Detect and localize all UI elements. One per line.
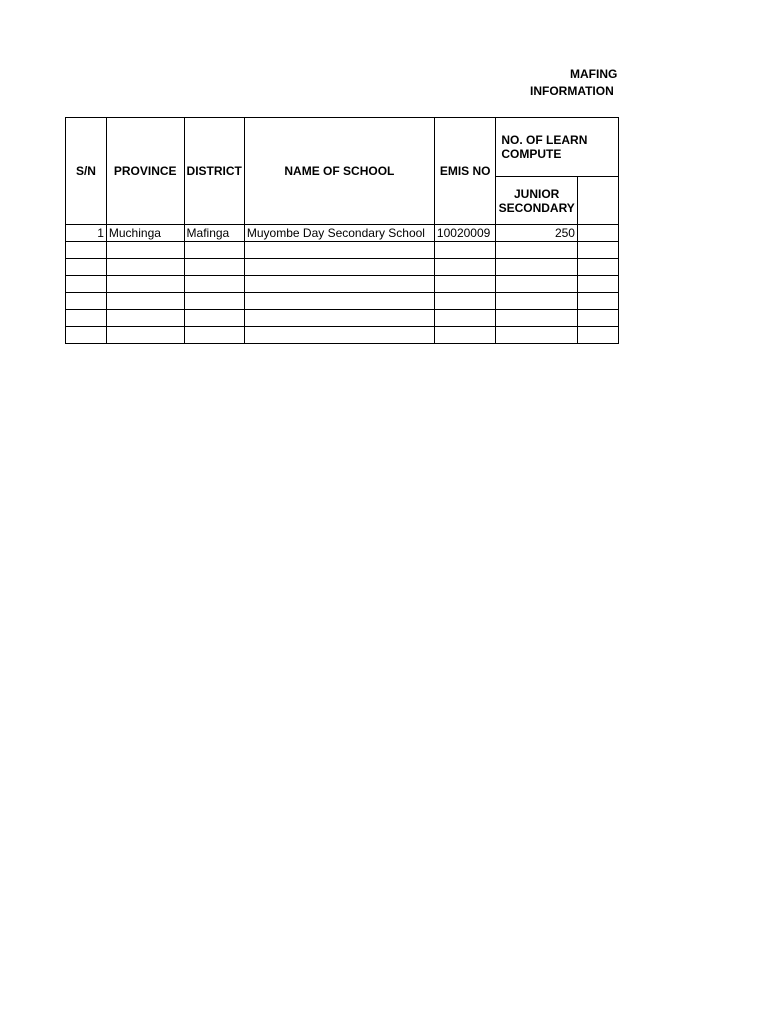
table-row: [66, 310, 619, 327]
cell-emis-no[interactable]: [434, 242, 495, 259]
cell-emis-no[interactable]: [434, 310, 495, 327]
cell-province[interactable]: [106, 327, 184, 344]
cell-emis-no[interactable]: [434, 327, 495, 344]
cell-district[interactable]: [184, 310, 244, 327]
cell-junior-secondary[interactable]: [496, 310, 578, 327]
cell-district[interactable]: Mafinga: [184, 225, 244, 242]
cell-sn[interactable]: [66, 242, 107, 259]
cell-sn[interactable]: [66, 276, 107, 293]
table-row: [66, 259, 619, 276]
cell-school-name[interactable]: [244, 242, 434, 259]
cell-province[interactable]: [106, 276, 184, 293]
table-row: [66, 276, 619, 293]
cell-next[interactable]: [577, 310, 618, 327]
cell-province[interactable]: [106, 310, 184, 327]
cell-school-name[interactable]: [244, 276, 434, 293]
cell-next[interactable]: [577, 242, 618, 259]
cell-district[interactable]: [184, 242, 244, 259]
header-emis-no: EMIS NO: [434, 118, 495, 225]
cell-province[interactable]: [106, 293, 184, 310]
cell-junior-secondary[interactable]: [496, 327, 578, 344]
table-row: [66, 242, 619, 259]
cell-junior-secondary[interactable]: [496, 293, 578, 310]
cell-district[interactable]: [184, 327, 244, 344]
header-sn: S/N: [66, 118, 107, 225]
cell-school-name[interactable]: [244, 327, 434, 344]
cell-next[interactable]: [577, 293, 618, 310]
cell-school-name[interactable]: [244, 259, 434, 276]
cell-district[interactable]: [184, 259, 244, 276]
header-province: PROVINCE: [106, 118, 184, 225]
cell-sn[interactable]: [66, 327, 107, 344]
cell-junior-secondary[interactable]: [496, 276, 578, 293]
cell-emis-no[interactable]: [434, 293, 495, 310]
cell-emis-no[interactable]: [434, 276, 495, 293]
cell-sn[interactable]: [66, 293, 107, 310]
header-learners-group: NO. OF LEARN COMPUTE: [496, 118, 619, 177]
table-row: [66, 327, 619, 344]
cell-emis-no[interactable]: 10020009: [434, 225, 495, 242]
header-school-name: NAME OF SCHOOL: [244, 118, 434, 225]
cell-province[interactable]: [106, 259, 184, 276]
report-subtitle: INFORMATION: [530, 84, 614, 98]
cell-next[interactable]: [577, 259, 618, 276]
cell-school-name[interactable]: Muyombe Day Secondary School: [244, 225, 434, 242]
cell-junior-secondary[interactable]: [496, 242, 578, 259]
cell-junior-secondary[interactable]: 250: [496, 225, 578, 242]
header-junior-secondary: JUNIOR SECONDARY: [496, 177, 578, 225]
header-next-cell: [577, 177, 618, 225]
cell-sn[interactable]: [66, 310, 107, 327]
cell-district[interactable]: [184, 276, 244, 293]
table-row: [66, 293, 619, 310]
cell-sn[interactable]: 1: [66, 225, 107, 242]
cell-province[interactable]: Muchinga: [106, 225, 184, 242]
header-row: [66, 118, 619, 177]
header-district: DISTRICT: [184, 118, 244, 225]
cell-province[interactable]: [106, 242, 184, 259]
table-row: [66, 225, 619, 242]
cell-sn[interactable]: [66, 259, 107, 276]
cell-school-name[interactable]: [244, 310, 434, 327]
cell-next[interactable]: [577, 327, 618, 344]
cell-next[interactable]: [577, 276, 618, 293]
schools-table: [65, 117, 619, 344]
cell-district[interactable]: [184, 293, 244, 310]
cell-school-name[interactable]: [244, 293, 434, 310]
report-title: MAFING: [570, 67, 618, 81]
cell-next[interactable]: [577, 225, 618, 242]
cell-emis-no[interactable]: [434, 259, 495, 276]
cell-junior-secondary[interactable]: [496, 259, 578, 276]
